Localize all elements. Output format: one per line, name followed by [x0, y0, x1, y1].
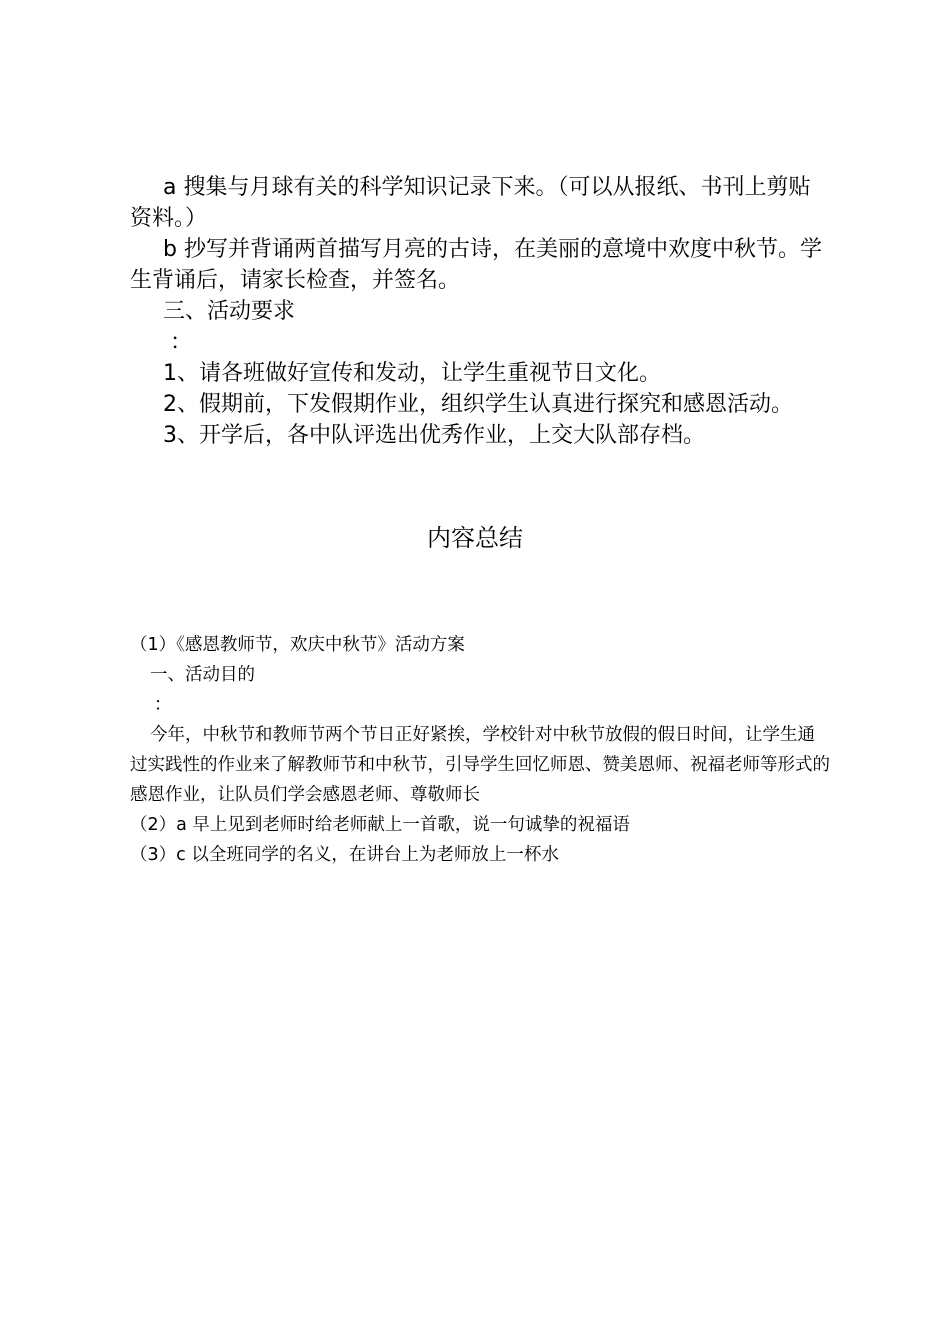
requirement-1: 1、请各班做好宣传和发动，让学生重视节日文化。 — [163, 361, 661, 386]
summary-section — [130, 630, 830, 870]
requirement-2: 2、假期前，下发假期作业，组织学生认真进行探究和感恩活动。 — [163, 392, 793, 417]
summary-colon-line: ： — [154, 695, 172, 715]
summary-title: 内容总结 — [427, 524, 523, 552]
summary-heading-purpose: 一、活动目的 — [150, 665, 255, 685]
colon-line: ： — [170, 330, 193, 355]
requirement-3: 3、开学后，各中队评选出优秀作业，上交大队部存档。 — [163, 423, 705, 448]
task-a-paragraph: a 搜集与月球有关的科学知识记录下来。（可以从报纸、书刊上剪贴资料。） — [130, 175, 811, 231]
summary-paragraph: 今年，中秋节和教师节两个节日正好紧挨，学校针对中秋节放假的假日时间，让学生通过实践性的作业来了解教师节和中秋节，引导学生回忆师恩、赞美恩师、祝福老师等形式的感恩作业，让队员们学会感恩老师、尊敬师长 — [130, 725, 830, 805]
summary-item-1: （1）《感恩教师节，欢庆中秋节》活动方案 — [130, 635, 465, 655]
summary-item-2: （2）a 早上见到老师时给老师献上一首歌，说一句诚挚的祝福语 — [130, 815, 630, 835]
task-b-paragraph: b 抄写并背诵两首描写月亮的古诗，在美丽的意境中欢度中秋节。学生背诵后，请家长检查，并签名。 — [130, 237, 822, 293]
activity-content-section — [130, 172, 830, 451]
section-heading-requirements: 三、活动要求 — [163, 299, 296, 324]
summary-item-3: （3）c 以全班同学的名义，在讲台上为老师放上一杯水 — [130, 845, 559, 865]
